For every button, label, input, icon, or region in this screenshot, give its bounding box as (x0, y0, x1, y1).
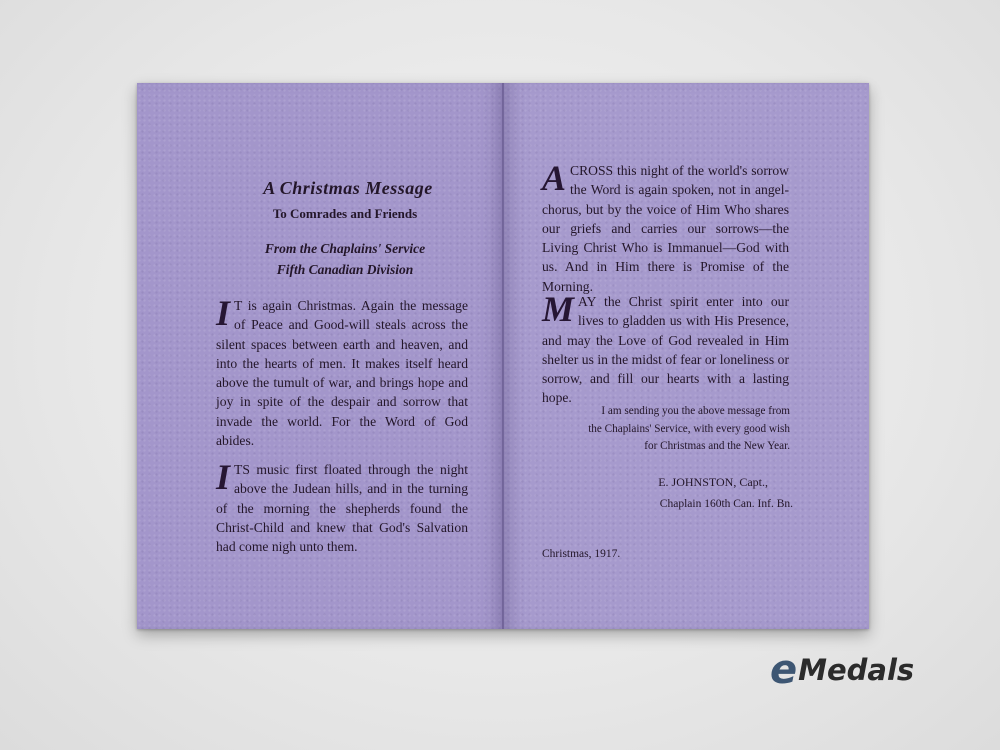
emedals-logo (770, 647, 915, 693)
drop-cap: I (216, 457, 231, 497)
paragraph-text: CROSS this night of the world's sorrow the Word is again spoken, not in angel-chorus, but by the voice of Him Who shares our griefs and carries our sorrows—the Living Christ Who is Immanuel—God with us. And in Him there is Promise of the Morning. (542, 163, 789, 294)
logo-text: Medals (798, 653, 915, 687)
drop-cap: A (542, 158, 567, 198)
message-subtitle: To Comrades and Friends (272, 206, 418, 221)
sender-note: I am sending you the above message from the Chaplains' Service, with every good wish for Christmas and the New Year. (588, 405, 790, 452)
drop-cap: M (542, 289, 575, 329)
paragraph-2 (216, 457, 468, 556)
paragraph-3 (542, 158, 789, 296)
paragraph-4 (542, 289, 789, 408)
message-title: A Christmas Message (263, 178, 433, 198)
paragraph-1 (216, 293, 468, 450)
signature-name: E. JOHNSTON, Capt., (658, 475, 768, 489)
paragraph-text: T is again Christmas. Again the message of Peace and Good-will steals across the silent spaces between earth and heaven, and into the hearts of men. It makes itself heard above the tumult of war, and brings hope and joy in spite of the despair and sorrow that invade the world. For the Word of God abides. (216, 298, 468, 449)
date-line: Christmas, 1917. (542, 548, 621, 560)
signature-title: Chaplain 160th Can. Inf. Bn. (659, 498, 793, 510)
drop-cap: I (216, 293, 231, 333)
logo-initial: e (770, 647, 798, 693)
paragraph-text: AY the Christ spirit enter into our lives to gladden us with His Presence, and may the Love of God revealed in Him shelter us in the midst of fear or loneliness or sorrow, and fill our hearts with a lasting hope. (542, 294, 789, 406)
paragraph-text: TS music first floated through the night above the Judean hills, and in the turning of the morning the shepherds found the Christ-Child and knew that God's Salvation had come nigh unto them. (216, 462, 468, 555)
page-fold (502, 83, 504, 629)
from-line-service: From the Chaplains' Service (264, 241, 426, 256)
from-line-division: Fifth Canadian Division (276, 262, 414, 277)
